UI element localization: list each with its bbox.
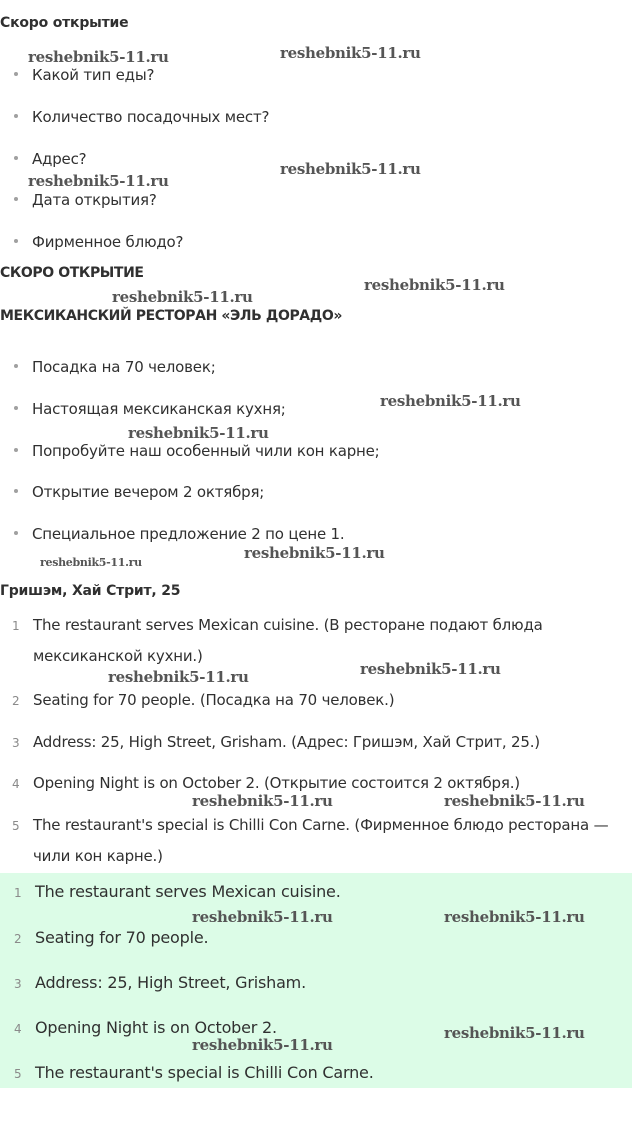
watermark: reshebnik5-11.ru — [364, 276, 505, 294]
list-item — [14, 108, 269, 126]
bullet-icon — [14, 114, 18, 118]
item-number: 3 — [12, 736, 20, 750]
item-number: 5 — [12, 819, 20, 833]
watermark: reshebnik5-11.ru — [28, 172, 169, 190]
watermark: reshebnik5-11.ru — [280, 44, 421, 62]
item-number: 4 — [12, 777, 20, 791]
item-text: Seating for 70 people. (Посадка на 70 человек.) — [33, 691, 395, 709]
address-heading: Гришэм, Хай Стрит, 25 — [0, 583, 181, 599]
item-text: Opening Night is on October 2. (Открытие состоится 2 октября.) — [33, 774, 520, 792]
list-item — [14, 442, 380, 460]
watermark: reshebnik5-11.ru — [360, 660, 501, 678]
answer-item — [14, 973, 306, 992]
list-item-text: Посадка на 70 человек; — [32, 358, 216, 376]
answer-number: 5 — [14, 1067, 22, 1081]
bullet-icon — [14, 156, 18, 160]
answer-text: Address: 25, High Street, Grisham. — [35, 973, 306, 992]
item-number: 1 — [12, 619, 20, 633]
item-text-continued: чили кон карне.) — [33, 847, 163, 865]
bullet-icon — [14, 239, 18, 243]
poster-heading-line1: СКОРО ОТКРЫТИЕ — [0, 265, 144, 281]
answer-text: The restaurant's special is Chilli Con Carne. — [35, 1063, 374, 1082]
bullet-icon — [14, 197, 18, 201]
watermark: reshebnik5-11.ru — [40, 556, 142, 569]
list-item-text: Фирменное блюдо? — [32, 233, 184, 251]
watermark: reshebnik5-11.ru — [192, 792, 333, 810]
numbered-item — [12, 816, 608, 865]
list-item-text: Попробуйте наш особенный чили кон карне; — [32, 442, 380, 460]
numbered-item — [12, 616, 543, 665]
list-item — [14, 483, 264, 501]
bullet-icon — [14, 72, 18, 76]
item-text-continued: мексиканской кухни.) — [33, 647, 203, 665]
watermark: reshebnik5-11.ru — [28, 48, 169, 66]
list-item-text: Настоящая мексиканская кухня; — [32, 400, 286, 418]
list-item-text: Какой тип еды? — [32, 66, 155, 84]
bullet-icon — [14, 448, 18, 452]
watermark: reshebnik5-11.ru — [444, 1024, 585, 1042]
watermark: reshebnik5-11.ru — [108, 668, 249, 686]
section1-heading: Скоро открытие — [0, 15, 129, 31]
list-item — [14, 400, 286, 418]
numbered-item — [12, 774, 520, 792]
list-item — [14, 233, 183, 251]
bullet-icon — [14, 489, 18, 493]
item-text: The restaurant's special is Chilli Con Carne. (Фирменное блюдо ресторана — — [33, 816, 609, 834]
watermark: reshebnik5-11.ru — [192, 1036, 333, 1054]
answer-number: 4 — [14, 1022, 22, 1036]
watermark: reshebnik5-11.ru — [380, 392, 521, 410]
watermark: reshebnik5-11.ru — [192, 908, 333, 926]
answer-item — [14, 1063, 374, 1082]
list-item — [14, 150, 86, 168]
poster-heading-line2: МЕКСИКАНСКИЙ РЕСТОРАН «ЭЛЬ ДОРАДО» — [0, 308, 342, 324]
list-item — [14, 525, 344, 543]
item-number: 2 — [12, 694, 20, 708]
watermark: reshebnik5-11.ru — [244, 544, 385, 562]
list-item-text: Специальное предложение 2 по цене 1. — [32, 525, 345, 543]
answer-item — [14, 1018, 277, 1037]
answer-number: 2 — [14, 932, 22, 946]
list-item — [14, 191, 157, 209]
watermark: reshebnik5-11.ru — [112, 288, 253, 306]
answer-item — [14, 882, 341, 901]
list-item-text: Адрес? — [32, 150, 87, 168]
bullet-icon — [14, 364, 18, 368]
watermark: reshebnik5-11.ru — [280, 160, 421, 178]
answer-item — [14, 928, 208, 947]
list-item-text: Дата открытия? — [32, 191, 157, 209]
list-item-text: Открытие вечером 2 октября; — [32, 483, 265, 501]
answer-text: Opening Night is on October 2. — [35, 1018, 277, 1037]
watermark: reshebnik5-11.ru — [128, 424, 269, 442]
answer-number: 3 — [14, 977, 22, 991]
item-text: Address: 25, High Street, Grisham. (Адрес: Гришэм, Хай Стрит, 25.) — [33, 733, 540, 751]
list-item — [14, 66, 154, 84]
list-item — [14, 358, 216, 376]
item-text: The restaurant serves Mexican cuisine. (В ресторане подают блюда — [33, 616, 543, 634]
answer-number: 1 — [14, 886, 22, 900]
answer-text: The restaurant serves Mexican cuisine. — [35, 882, 341, 901]
answer-text: Seating for 70 people. — [35, 928, 209, 947]
list-item-text: Количество посадочных мест? — [32, 108, 270, 126]
numbered-item — [12, 733, 540, 751]
watermark: reshebnik5-11.ru — [444, 908, 585, 926]
bullet-icon — [14, 406, 18, 410]
numbered-item — [12, 691, 394, 709]
bullet-icon — [14, 531, 18, 535]
watermark: reshebnik5-11.ru — [444, 792, 585, 810]
